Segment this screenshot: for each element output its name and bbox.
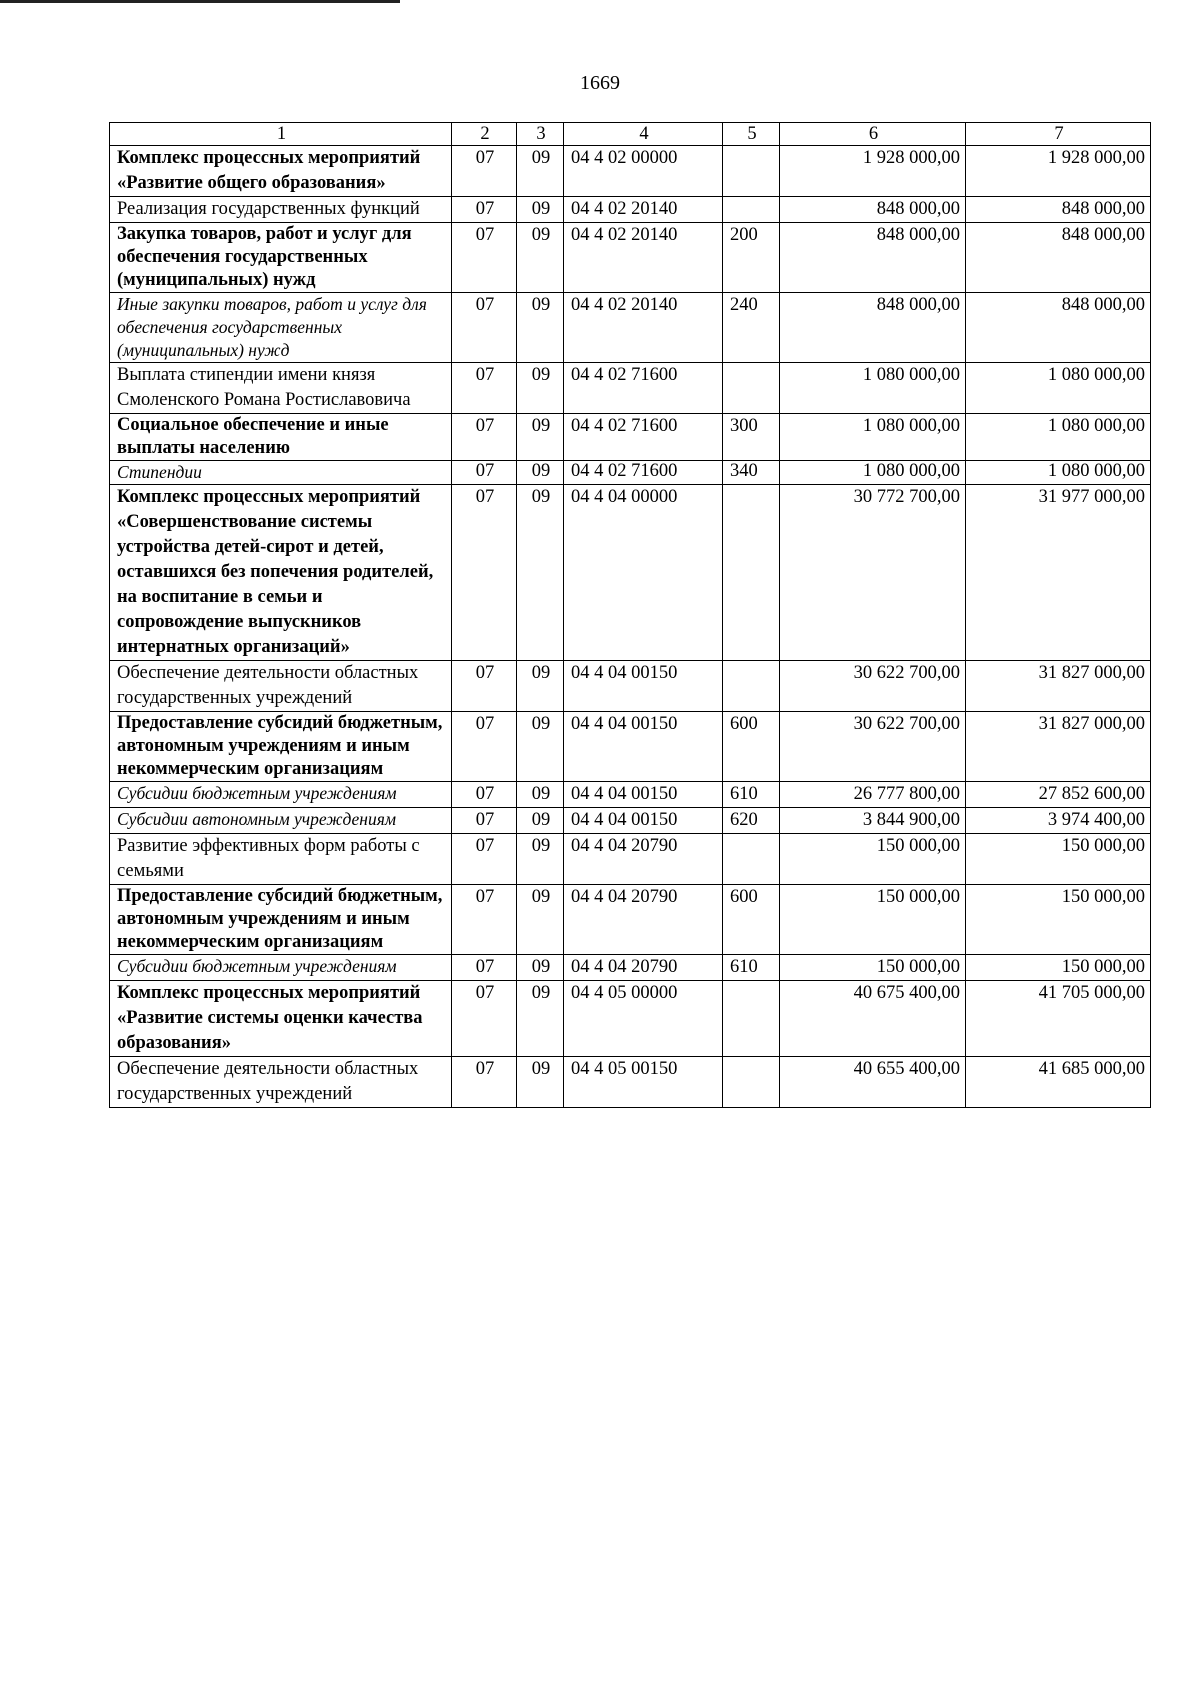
row-sum-1: 848 000,00 <box>780 197 966 223</box>
row-sum-2: 848 000,00 <box>966 223 1151 293</box>
row-rz: 07 <box>452 461 517 485</box>
row-name: Комплекс процессных мероприятий «Развитие общего образования» <box>110 146 452 197</box>
table-row <box>110 661 1151 712</box>
row-vr <box>723 197 780 223</box>
row-pr: 09 <box>517 885 564 955</box>
row-sum-2: 848 000,00 <box>966 197 1151 223</box>
row-pr: 09 <box>517 1057 564 1108</box>
table-row <box>110 1057 1151 1108</box>
row-csr: 04 4 04 00150 <box>564 808 723 834</box>
row-rz: 07 <box>452 414 517 461</box>
row-vr: 200 <box>723 223 780 293</box>
row-rz: 07 <box>452 981 517 1057</box>
row-rz: 07 <box>452 293 517 363</box>
row-sum-1: 150 000,00 <box>780 885 966 955</box>
row-vr: 240 <box>723 293 780 363</box>
row-vr: 620 <box>723 808 780 834</box>
header-col-3: 3 <box>517 123 564 146</box>
row-pr: 09 <box>517 363 564 414</box>
table-row <box>110 885 1151 955</box>
row-sum-2: 1 080 000,00 <box>966 414 1151 461</box>
row-pr: 09 <box>517 461 564 485</box>
row-vr: 610 <box>723 782 780 808</box>
row-vr: 340 <box>723 461 780 485</box>
row-sum-2: 150 000,00 <box>966 955 1151 981</box>
table-row <box>110 782 1151 808</box>
row-sum-1: 1 080 000,00 <box>780 363 966 414</box>
page-number: 1669 <box>580 72 620 94</box>
row-pr: 09 <box>517 712 564 782</box>
row-vr <box>723 981 780 1057</box>
row-rz: 07 <box>452 661 517 712</box>
row-sum-2: 41 705 000,00 <box>966 981 1151 1057</box>
row-sum-2: 1 928 000,00 <box>966 146 1151 197</box>
row-vr: 300 <box>723 414 780 461</box>
row-vr <box>723 485 780 661</box>
row-sum-1: 848 000,00 <box>780 223 966 293</box>
row-sum-1: 30 622 700,00 <box>780 661 966 712</box>
row-sum-2: 848 000,00 <box>966 293 1151 363</box>
scan-edge-line <box>0 0 400 3</box>
row-name: Обеспечение деятельности областных государственных учреждений <box>110 661 452 712</box>
row-pr: 09 <box>517 146 564 197</box>
row-sum-1: 1 928 000,00 <box>780 146 966 197</box>
row-csr: 04 4 04 20790 <box>564 885 723 955</box>
row-sum-1: 848 000,00 <box>780 293 966 363</box>
row-sum-1: 30 772 700,00 <box>780 485 966 661</box>
row-name: Реализация государственных функций <box>110 197 452 223</box>
table-row <box>110 955 1151 981</box>
row-csr: 04 4 04 20790 <box>564 955 723 981</box>
table-row <box>110 146 1151 197</box>
row-vr <box>723 146 780 197</box>
row-name: Субсидии бюджетным учреждениям <box>110 782 452 808</box>
row-sum-1: 1 080 000,00 <box>780 414 966 461</box>
row-name: Субсидии бюджетным учреждениям <box>110 955 452 981</box>
row-csr: 04 4 05 00000 <box>564 981 723 1057</box>
row-sum-2: 27 852 600,00 <box>966 782 1151 808</box>
row-sum-1: 30 622 700,00 <box>780 712 966 782</box>
row-name: Обеспечение деятельности областных государственных учреждений <box>110 1057 452 1108</box>
budget-table <box>109 122 1151 1108</box>
header-col-6: 6 <box>780 123 966 146</box>
row-rz: 07 <box>452 1057 517 1108</box>
table-row <box>110 197 1151 223</box>
header-col-2: 2 <box>452 123 517 146</box>
row-rz: 07 <box>452 485 517 661</box>
row-rz: 07 <box>452 885 517 955</box>
row-csr: 04 4 04 00150 <box>564 661 723 712</box>
row-csr: 04 4 02 71600 <box>564 461 723 485</box>
row-pr: 09 <box>517 981 564 1057</box>
row-name: Развитие эффективных форм работы с семьями <box>110 834 452 885</box>
table-row <box>110 834 1151 885</box>
row-rz: 07 <box>452 197 517 223</box>
row-sum-2: 31 827 000,00 <box>966 661 1151 712</box>
row-name: Иные закупки товаров, работ и услуг для обеспечения государственных (муниципальных) нужд <box>110 293 452 363</box>
row-sum-1: 150 000,00 <box>780 834 966 885</box>
row-sum-2: 31 977 000,00 <box>966 485 1151 661</box>
row-pr: 09 <box>517 782 564 808</box>
row-rz: 07 <box>452 955 517 981</box>
row-vr <box>723 661 780 712</box>
row-vr: 600 <box>723 885 780 955</box>
row-pr: 09 <box>517 955 564 981</box>
row-csr: 04 4 02 71600 <box>564 414 723 461</box>
row-pr: 09 <box>517 661 564 712</box>
row-rz: 07 <box>452 223 517 293</box>
row-sum-2: 1 080 000,00 <box>966 363 1151 414</box>
row-rz: 07 <box>452 834 517 885</box>
row-rz: 07 <box>452 146 517 197</box>
row-csr: 04 4 02 71600 <box>564 363 723 414</box>
row-csr: 04 4 04 00000 <box>564 485 723 661</box>
table-row <box>110 461 1151 485</box>
row-sum-1: 3 844 900,00 <box>780 808 966 834</box>
row-pr: 09 <box>517 808 564 834</box>
row-rz: 07 <box>452 808 517 834</box>
row-sum-2: 150 000,00 <box>966 834 1151 885</box>
row-name: Закупка товаров, работ и услуг для обеспечения государственных (муниципальных) нужд <box>110 223 452 293</box>
row-pr: 09 <box>517 197 564 223</box>
row-pr: 09 <box>517 293 564 363</box>
row-name: Комплекс процессных мероприятий «Совершенствование системы устройства детей-сирот и детей, оставшихся без попечения родителей, на воспитание в семьи и сопровождение выпускников интернатных организаций» <box>110 485 452 661</box>
row-csr: 04 4 02 00000 <box>564 146 723 197</box>
row-name: Социальное обеспечение и иные выплаты населению <box>110 414 452 461</box>
header-col-7: 7 <box>966 123 1151 146</box>
row-rz: 07 <box>452 782 517 808</box>
table-row <box>110 712 1151 782</box>
row-csr: 04 4 04 00150 <box>564 782 723 808</box>
row-vr <box>723 363 780 414</box>
row-sum-1: 40 675 400,00 <box>780 981 966 1057</box>
header-col-5: 5 <box>723 123 780 146</box>
row-sum-1: 40 655 400,00 <box>780 1057 966 1108</box>
header-col-4: 4 <box>564 123 723 146</box>
header-row <box>110 123 1151 146</box>
row-sum-1: 150 000,00 <box>780 955 966 981</box>
table-row <box>110 485 1151 661</box>
row-name: Стипендии <box>110 461 452 485</box>
row-vr <box>723 1057 780 1108</box>
table-row <box>110 293 1151 363</box>
row-name: Комплекс процессных мероприятий «Развитие системы оценки качества образования» <box>110 981 452 1057</box>
row-name: Субсидии автономным учреждениям <box>110 808 452 834</box>
header-col-1: 1 <box>110 123 452 146</box>
row-name: Выплата стипендии имени князя Смоленского Романа Ростиславовича <box>110 363 452 414</box>
row-vr: 600 <box>723 712 780 782</box>
table-row <box>110 363 1151 414</box>
row-name: Предоставление субсидий бюджетным, автономным учреждениям и иным некоммерческим организациям <box>110 712 452 782</box>
row-sum-1: 1 080 000,00 <box>780 461 966 485</box>
row-sum-2: 3 974 400,00 <box>966 808 1151 834</box>
row-csr: 04 4 04 00150 <box>564 712 723 782</box>
row-csr: 04 4 04 20790 <box>564 834 723 885</box>
table-row <box>110 414 1151 461</box>
row-name: Предоставление субсидий бюджетным, автономным учреждениям и иным некоммерческим организациям <box>110 885 452 955</box>
row-csr: 04 4 05 00150 <box>564 1057 723 1108</box>
table-row <box>110 981 1151 1057</box>
row-pr: 09 <box>517 485 564 661</box>
row-csr: 04 4 02 20140 <box>564 223 723 293</box>
row-vr <box>723 834 780 885</box>
row-sum-1: 26 777 800,00 <box>780 782 966 808</box>
row-pr: 09 <box>517 834 564 885</box>
row-pr: 09 <box>517 223 564 293</box>
row-csr: 04 4 02 20140 <box>564 197 723 223</box>
row-rz: 07 <box>452 712 517 782</box>
row-sum-2: 150 000,00 <box>966 885 1151 955</box>
row-sum-2: 31 827 000,00 <box>966 712 1151 782</box>
row-sum-2: 1 080 000,00 <box>966 461 1151 485</box>
table-row <box>110 223 1151 293</box>
row-sum-2: 41 685 000,00 <box>966 1057 1151 1108</box>
row-pr: 09 <box>517 414 564 461</box>
row-vr: 610 <box>723 955 780 981</box>
row-rz: 07 <box>452 363 517 414</box>
table-row <box>110 808 1151 834</box>
row-csr: 04 4 02 20140 <box>564 293 723 363</box>
